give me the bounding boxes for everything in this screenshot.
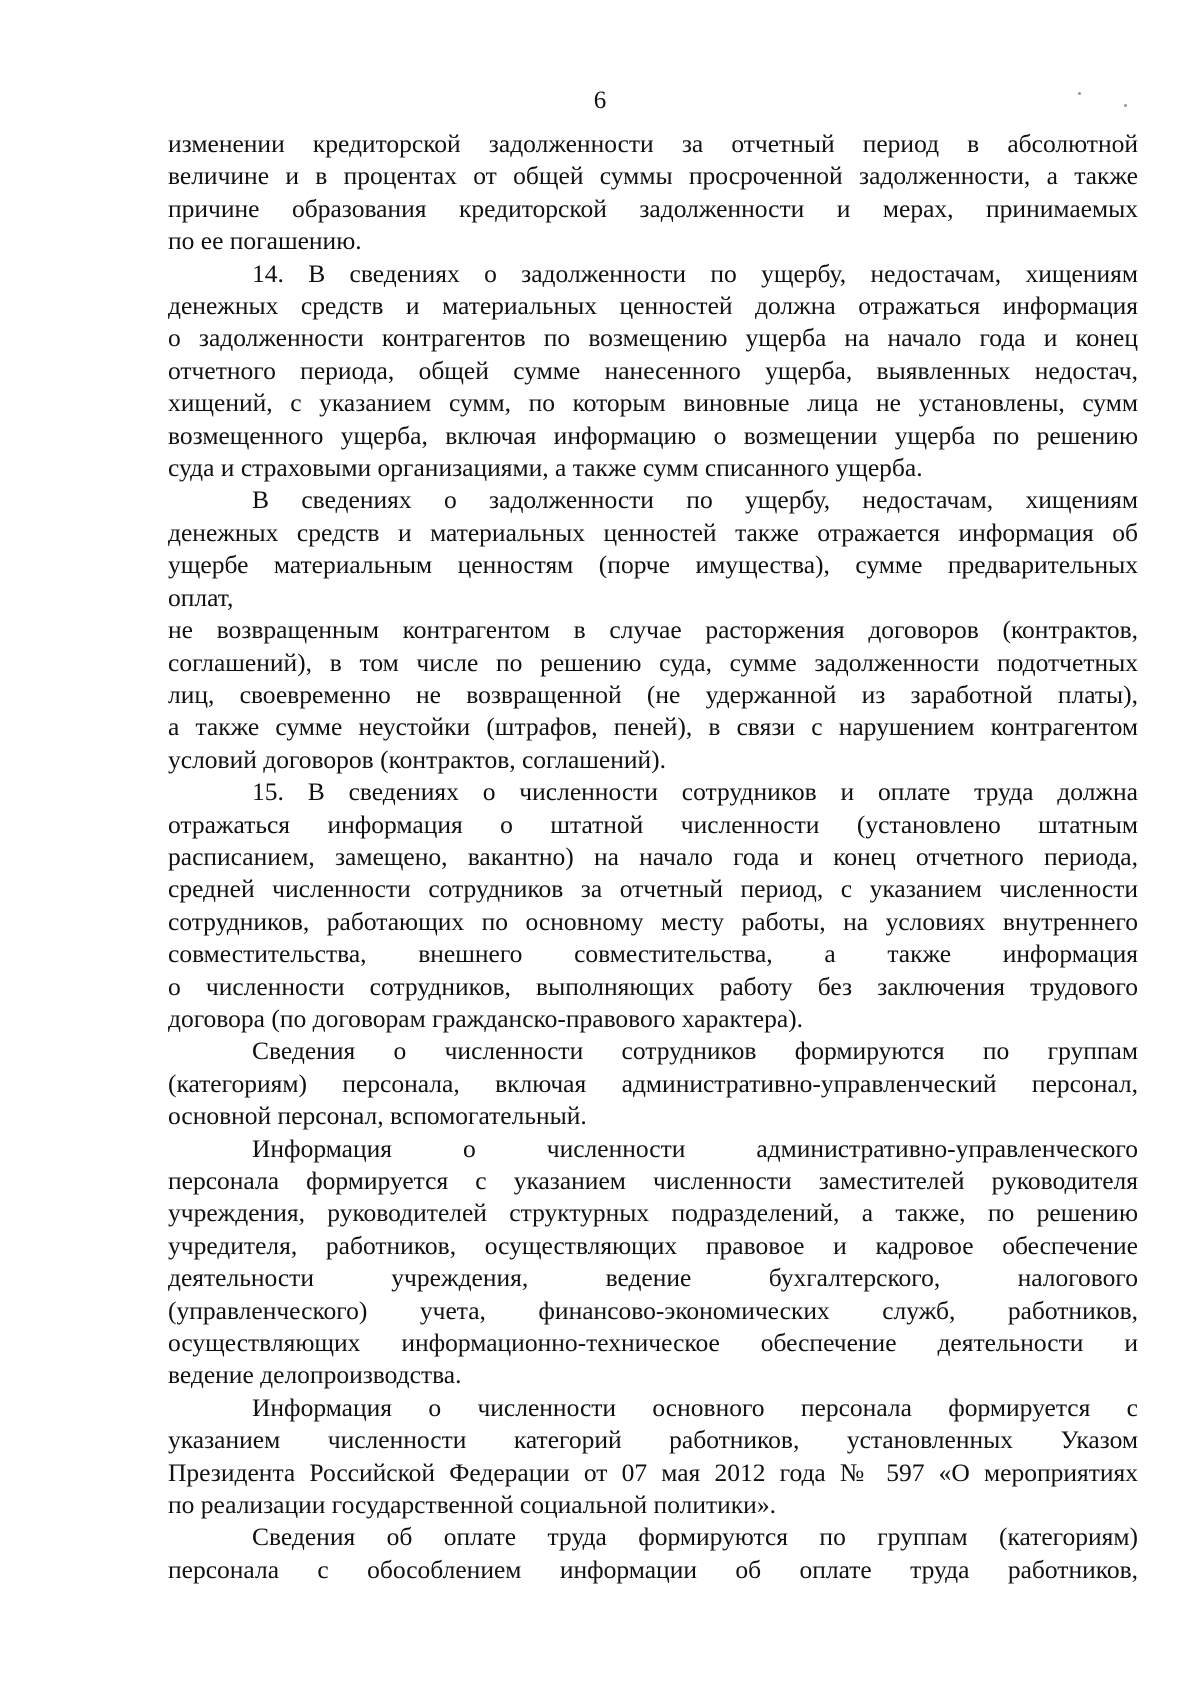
text-line: средней численности сотрудников за отчетный период, с указанием численности <box>168 874 1138 904</box>
text-line: суда и страховыми организациями, а также сумм списанного ущерба. <box>168 453 923 483</box>
text-line: хищений, с указанием сумм, по которым виновные лица не установлены, сумм <box>168 388 1138 418</box>
text-line: о численности сотрудников, выполняющих работу без заключения трудового <box>168 971 1138 1001</box>
text-line: Президента Российской Федерации от 07 мая 2012 года № 597 «О мероприятиях <box>168 1457 1138 1487</box>
scan-speck <box>1124 104 1127 107</box>
text-line: ущербе материальным ценностям (порче имущества), сумме предварительных <box>168 550 1138 580</box>
text-line: возмещенного ущерба, включая информацию о возмещении ущерба по решению <box>168 420 1138 450</box>
page-number: 6 <box>593 87 607 114</box>
text-line: (категориям) персонала, включая административно-управленческий персонал, <box>168 1068 1138 1098</box>
text-line: персонала с обособлением информации об оплате труда работников, <box>168 1554 1138 1584</box>
text-line: соглашений), в том числе по решению суда, сумме задолженности подотчетных <box>168 647 1138 677</box>
text-line: указанием численности категорий работников, установленных Указом <box>168 1425 1138 1455</box>
text-line: отражаться информация о штатной численности (установлено штатным <box>168 809 1138 839</box>
scan-speck <box>1078 92 1081 95</box>
text-line: расписанием, замещено, вакантно) на начало года и конец отчетного периода, <box>168 841 1138 871</box>
text-line: о задолженности контрагентов по возмещению ущерба на начало года и конец <box>168 323 1138 353</box>
text-line: договора (по договорам гражданско-правового характера). <box>168 1003 803 1033</box>
text-line: ведение делопроизводства. <box>168 1360 462 1390</box>
text-line: причине образования кредиторской задолженности и мерах, принимаемых <box>168 193 1138 223</box>
text-line: денежных средств и материальных ценностей также отражается информация об <box>168 517 1138 547</box>
text-line: оплат, <box>168 582 234 612</box>
text-line: персонала формируется с указанием численности заместителей руководителя <box>168 1166 1138 1195</box>
text-line: Информация о численности административно-управленческого <box>252 1133 1138 1163</box>
text-line: учреждения, руководителей структурных подразделений, а также, по решению <box>168 1198 1138 1228</box>
text-line: 15. В сведениях о численности сотрудников и оплате труда должна <box>252 777 1138 807</box>
text-line: по ее погашению. <box>168 226 362 256</box>
text-line: по реализации государственной социальной политики». <box>168 1490 776 1520</box>
text-line: В сведениях о задолженности по ущербу, недостачам, хищениям <box>252 485 1138 515</box>
text-line: деятельности учреждения, ведение бухгалтерского, налогового <box>168 1263 1138 1293</box>
text-line: лиц, своевременно не возвращенной (не удержанной из заработной платы), <box>168 679 1138 709</box>
text-line: 14. В сведениях о задолженности по ущербу, недостачам, хищениям <box>252 258 1138 288</box>
text-line: осуществляющих информационно-техническое обеспечение деятельности и <box>168 1328 1138 1358</box>
text-line: Сведения о численности сотрудников формируются по группам <box>252 1036 1138 1066</box>
text-line: отчетного периода, общей сумме нанесенного ущерба, выявленных недостач, <box>168 355 1138 385</box>
text-line: изменении кредиторской задолженности за отчетный период в абсолютной <box>168 129 1138 158</box>
text-line: Сведения об оплате труда формируются по группам (категориям) <box>252 1522 1138 1552</box>
text-line: условий договоров (контрактов, соглашений). <box>168 744 667 774</box>
text-line: Информация о численности основного персонала формируется с <box>252 1392 1138 1422</box>
document-body <box>168 128 1138 1586</box>
text-line: величине и в процентах от общей суммы просроченной задолженности, а также <box>168 161 1138 191</box>
text-line: а также сумме неустойки (штрафов, пеней), в связи с нарушением контрагентом <box>168 712 1138 742</box>
text-line: денежных средств и материальных ценностей должна отражаться информация <box>168 291 1138 321</box>
text-line: основной персонал, вспомогательный. <box>168 1101 587 1131</box>
text-line: совместительства, внешнего совместительства, а также информация <box>168 939 1138 969</box>
text-line: сотрудников, работающих по основному месту работы, на условиях внутреннего <box>168 906 1138 936</box>
text-line: учредителя, работников, осуществляющих правовое и кадровое обеспечение <box>168 1230 1138 1260</box>
text-line: (управленческого) учета, финансово-экономических служб, работников, <box>168 1295 1138 1325</box>
text-line: не возвращенным контрагентом в случае расторжения договоров (контрактов, <box>168 615 1138 645</box>
